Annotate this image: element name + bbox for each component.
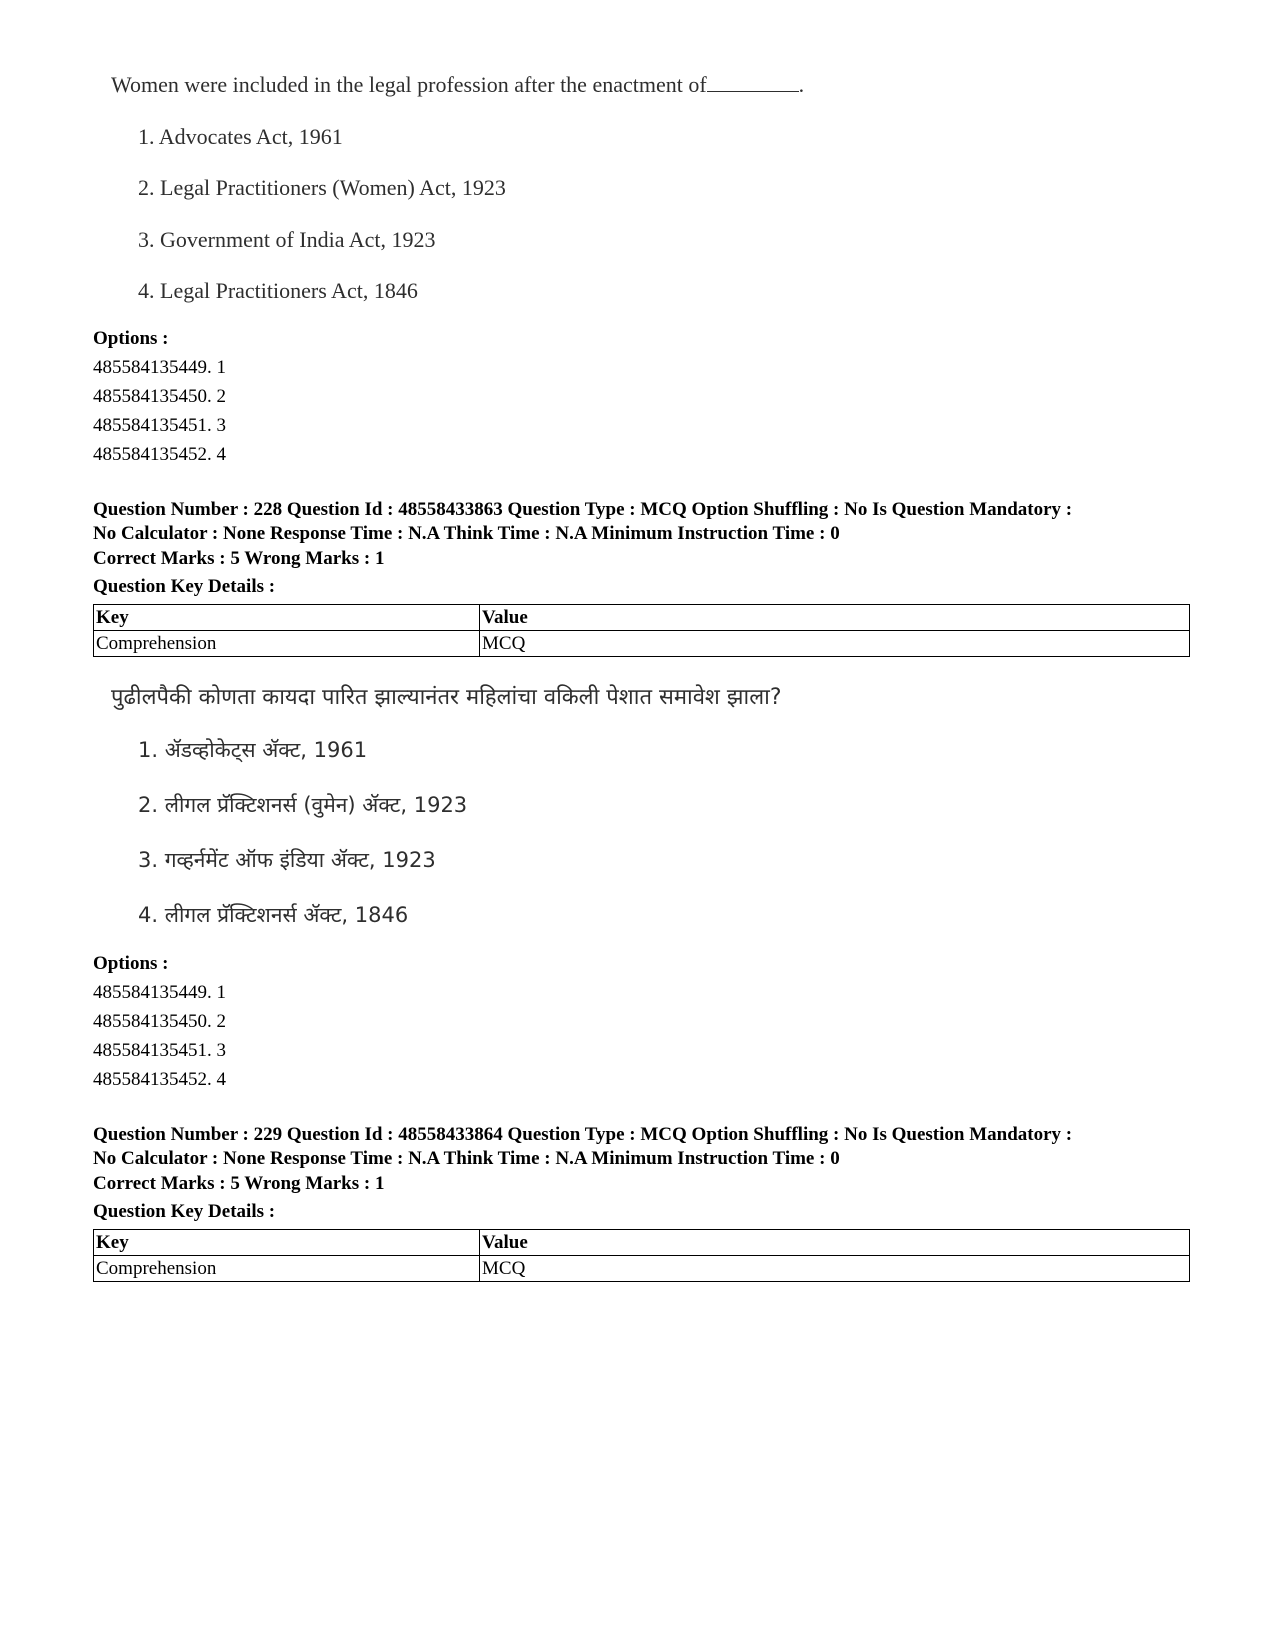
- question-key-table: [93, 1229, 1190, 1282]
- option-id-2: 485584135450. 2: [93, 1011, 226, 1032]
- question-option-1: 1. ॲडव्होकेट्स ॲक्ट, 1961: [138, 738, 368, 762]
- question-stem: [111, 72, 804, 98]
- question-option-2: 2. Legal Practitioners (Women) Act, 1923: [138, 175, 506, 200]
- table-header-key: Key: [94, 605, 480, 631]
- table-row: [94, 1256, 1190, 1282]
- option-id-4: 485584135452. 4: [93, 444, 226, 465]
- table-header-value: Value: [480, 605, 1190, 631]
- option-id-3: 485584135451. 3: [93, 1040, 226, 1061]
- question-key-details-label: Question Key Details :: [93, 576, 276, 597]
- table-cell-value: MCQ: [480, 1256, 1190, 1282]
- question-marks: Correct Marks : 5 Wrong Marks : 1: [93, 548, 385, 569]
- question-stem: पुढीलपैकी कोणता कायदा पारित झाल्यानंतर महिलांचा वकिली पेशात समावेश झाला?: [111, 685, 782, 710]
- table-header-row: [94, 605, 1190, 631]
- options-list: [93, 949, 226, 1094]
- table-header-key: Key: [94, 1230, 480, 1256]
- table-cell-value: MCQ: [480, 631, 1190, 657]
- question-option-3: 3. Government of India Act, 1923: [138, 227, 436, 252]
- question-option-4: 4. Legal Practitioners Act, 1846: [138, 278, 418, 303]
- question-meta: [93, 498, 1193, 545]
- question-meta-line: Question Number : 229 Question Id : 48558433864 Question Type : MCQ Option Shuffling : No Is Question Mandatory :: [93, 1124, 1073, 1145]
- table-cell-key: Comprehension: [94, 1256, 480, 1282]
- option-id-3: 485584135451. 3: [93, 415, 226, 436]
- option-id-1: 485584135449. 1: [93, 357, 226, 378]
- question-option-3: 3. गव्हर्नमेंट ऑफ इंडिया ॲक्ट, 1923: [138, 848, 436, 872]
- options-label: Options :: [93, 328, 169, 349]
- table-row: [94, 631, 1190, 657]
- option-id-4: 485584135452. 4: [93, 1069, 226, 1090]
- answer-blank: [707, 73, 799, 92]
- question-meta-line: No Calculator : None Response Time : N.A Think Time : N.A Minimum Instruction Time : 0: [93, 522, 840, 544]
- options-label: Options :: [93, 953, 169, 974]
- option-id-1: 485584135449. 1: [93, 982, 226, 1003]
- question-marks: Correct Marks : 5 Wrong Marks : 1: [93, 1173, 385, 1194]
- question-option-4: 4. लीगल प्रॅक्टिशनर्स ॲक्ट, 1846: [138, 903, 409, 927]
- question-meta: [93, 1123, 1193, 1170]
- table-header-value: Value: [480, 1230, 1190, 1256]
- question-option-2: 2. लीगल प्रॅक्टिशनर्स (वुमेन) ॲक्ट, 1923: [138, 793, 468, 817]
- table-cell-key: Comprehension: [94, 631, 480, 657]
- question-option-1: 1. Advocates Act, 1961: [138, 124, 343, 149]
- question-stem-end: .: [798, 72, 805, 97]
- option-id-2: 485584135450. 2: [93, 386, 226, 407]
- question-key-details-label: Question Key Details :: [93, 1201, 276, 1222]
- question-meta-line: No Calculator : None Response Time : N.A Think Time : N.A Minimum Instruction Time : 0: [93, 1147, 840, 1169]
- options-list: [93, 324, 226, 469]
- question-stem-text: Women were included in the legal profession after the enactment of: [111, 72, 707, 97]
- question-meta-line: Question Number : 228 Question Id : 48558433863 Question Type : MCQ Option Shuffling : No Is Question Mandatory :: [93, 499, 1073, 520]
- question-key-table: [93, 604, 1190, 657]
- table-header-row: [94, 1230, 1190, 1256]
